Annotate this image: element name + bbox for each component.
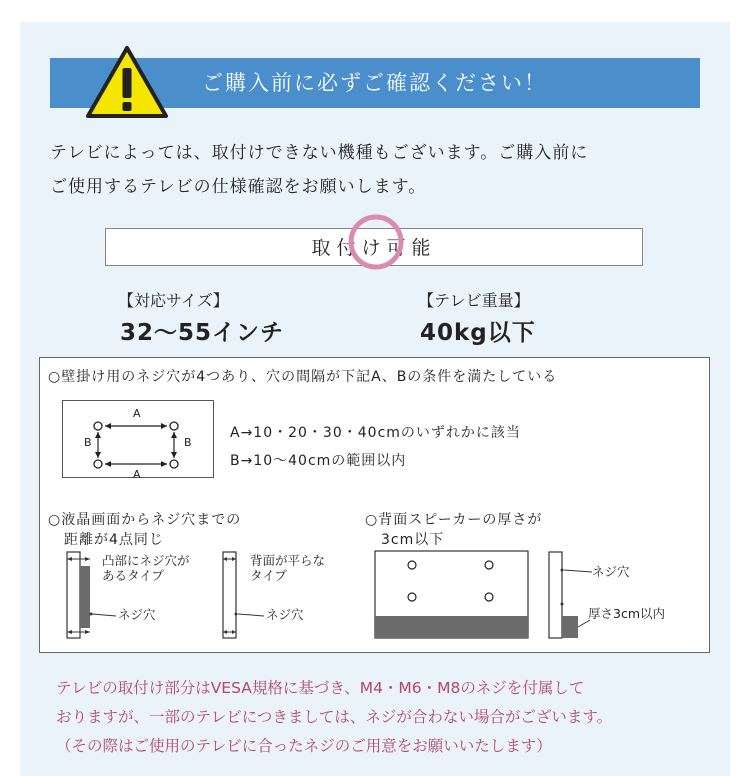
speaker-screw-hole-label: ネジ穴 — [592, 564, 630, 579]
speaker-back-diagram — [374, 550, 530, 640]
flat-screw-hole-label: ネジ穴 — [266, 607, 304, 622]
size-label: 【対応サイズ】 — [118, 291, 229, 310]
intro-text — [50, 136, 710, 204]
dim-b-left: B — [84, 436, 92, 449]
conditions-frame — [39, 357, 710, 653]
banner-title: ご購入前に必ずご確認ください！ — [202, 71, 547, 95]
warning-triangle-icon — [84, 44, 170, 120]
rule-b: B→10〜40cmの範囲以内 — [230, 453, 407, 469]
flat-type-line-2: タイプ — [250, 568, 287, 583]
convex-type-line-2: あるタイプ — [102, 568, 164, 583]
weight-value: 40kg以下 — [420, 320, 536, 346]
condition-speaker-line-2: 3cm以下 — [381, 532, 445, 548]
intro-line-1: テレビによっては、取付けできない機種もございます。ご購入前に — [50, 143, 589, 163]
footer-line-3: （その際はご使用のテレビに合ったネジのご用意をお願いいたします） — [56, 737, 552, 755]
dim-a-bottom: A — [133, 468, 141, 481]
mountable-label: 取付け可能 — [311, 237, 437, 259]
condition-distance-line-2: 距離が4点同じ — [64, 532, 164, 548]
page — [20, 22, 730, 776]
flat-type-line-1: 背面が平らな — [250, 553, 326, 568]
condition-distance-line-1: ○液晶画面からネジ穴までの — [48, 512, 242, 528]
convex-screw-hole-label: ネジ穴 — [118, 607, 156, 622]
footer-line-2: おりますが、一部のテレビにつきましては、ネジが合わない場合がございます。 — [56, 708, 613, 726]
size-value: 32〜55インチ — [120, 320, 285, 346]
footer-line-1: テレビの取付け部分はVESA規格に基づき、M4・M6・M8のネジを付属して — [56, 679, 585, 697]
condition-speaker-line-1: ○背面スピーカーの厚さが — [365, 512, 543, 528]
thickness-label: 厚さ3cm以内 — [588, 606, 666, 621]
approval-circle-icon — [347, 213, 405, 271]
intro-line-2: ご使用するテレビの仕様確認をお願いします。 — [50, 177, 427, 197]
convex-type-line-1: 凸部にネジ穴が — [102, 553, 190, 568]
dim-a-top: A — [133, 407, 141, 420]
footer-note — [56, 674, 706, 761]
weight-label: 【テレビ重量】 — [418, 291, 530, 310]
speaker-side-diagram — [546, 550, 598, 642]
dim-b-right: B — [184, 436, 192, 449]
condition-holes: ○壁掛け用のネジ穴が4つあり、穴の間隔が下記A、Bの条件を満たしている — [48, 369, 558, 385]
rule-a: A→10・20・30・40cmのいずれかに該当 — [230, 425, 521, 441]
